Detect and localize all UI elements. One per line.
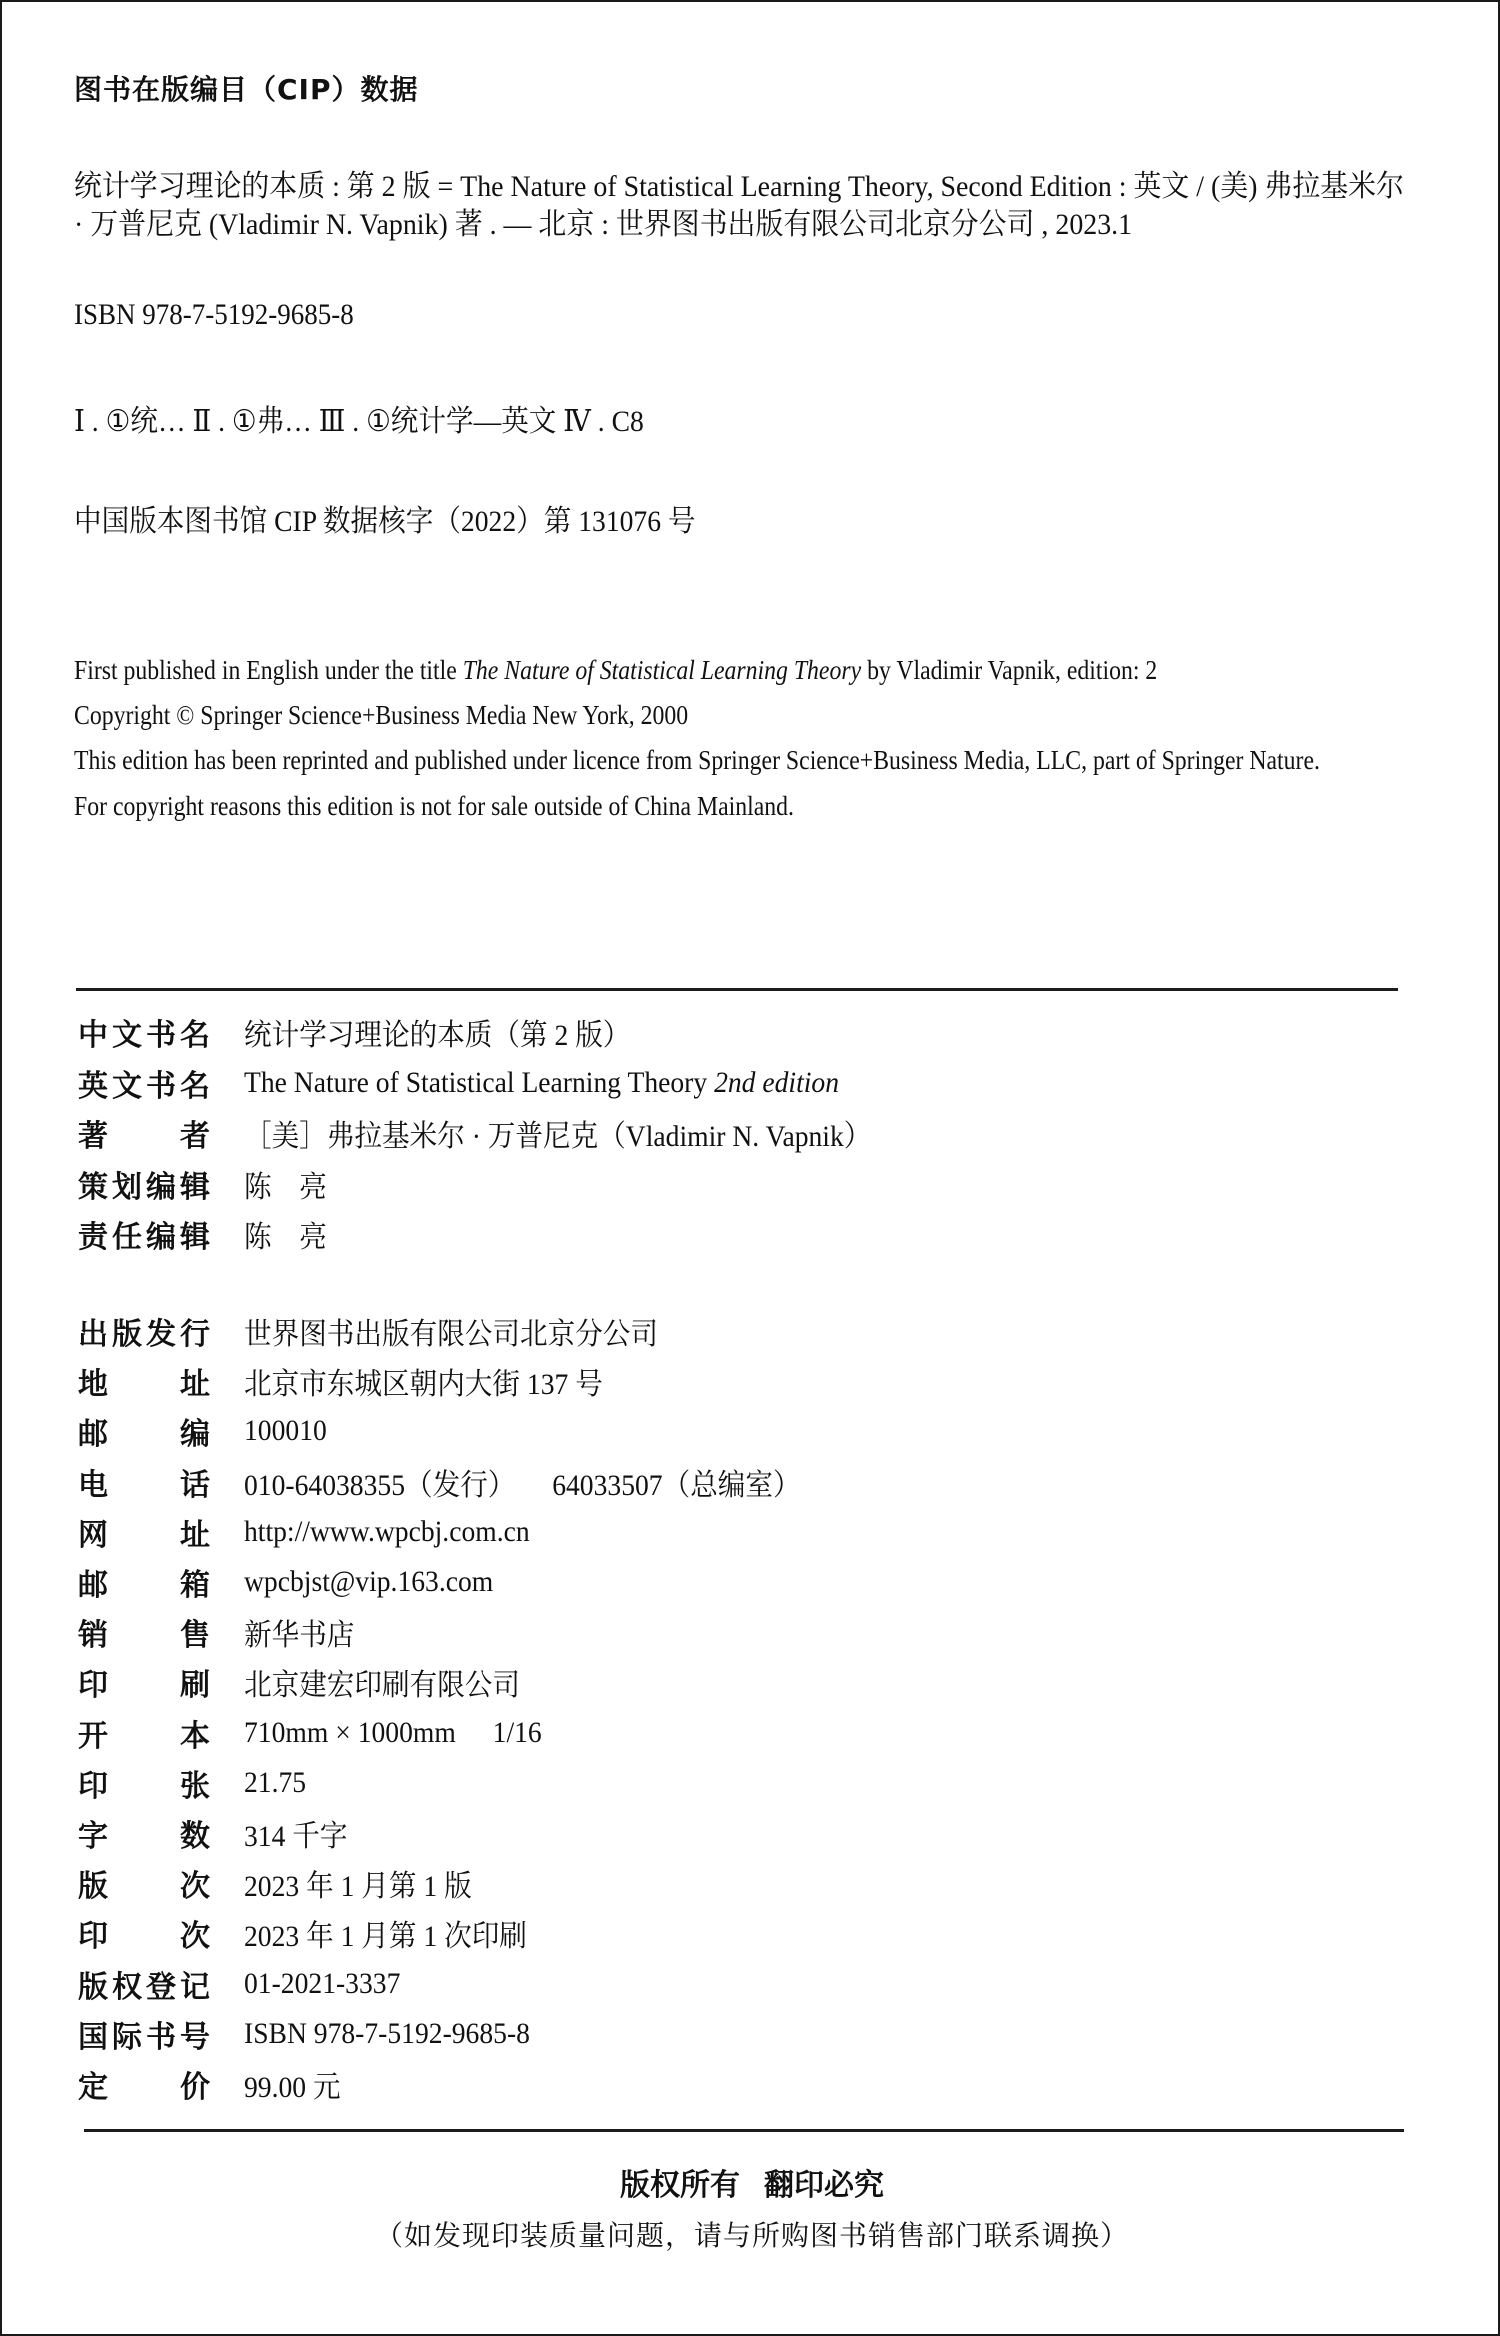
info-value-text: 710mm × 1000mm xyxy=(244,1715,456,1749)
info-label-char: 名 xyxy=(180,1068,210,1104)
info-label-char: 责 xyxy=(78,1220,108,1255)
info-value-text: 陈 亮 xyxy=(244,1170,327,1204)
info-label xyxy=(78,1111,210,1155)
cip-number: 中国版本图书馆 CIP 数据核字（2022）第 131076 号 xyxy=(74,505,696,538)
info-label-char: 印 xyxy=(78,1668,108,1704)
info-label-char: 印 xyxy=(78,1768,108,1804)
info-row xyxy=(78,1610,364,1654)
info-label-char: 字 xyxy=(78,1819,108,1854)
info-row xyxy=(78,2012,555,2056)
info-row xyxy=(78,1212,334,1256)
info-row xyxy=(78,1911,552,1955)
info-value xyxy=(244,1162,327,1206)
info-label-char: 次 xyxy=(180,1919,210,1955)
info-label xyxy=(78,1162,210,1206)
cip-classification: Ⅰ . ①统… Ⅱ . ①弗… Ⅲ . ①统计学—英文 Ⅳ . C8 xyxy=(74,405,644,438)
info-value xyxy=(244,2017,530,2051)
info-label xyxy=(78,1510,210,1554)
info-row xyxy=(78,1460,849,1504)
info-row xyxy=(78,1309,694,1353)
info-label-char: 张 xyxy=(180,1768,210,1804)
info-row xyxy=(78,1061,891,1105)
info-label xyxy=(78,1309,210,1353)
info-label-char: 者 xyxy=(180,1119,210,1154)
info-value-text: 314 千字 xyxy=(244,1820,348,1853)
rights-reserved-text: 版权所有 xyxy=(620,2168,740,2203)
info-value-secondary: 1/16 xyxy=(492,1715,542,1749)
info-label xyxy=(78,1212,210,1256)
info-label-char: 刷 xyxy=(180,1668,210,1704)
info-label-char: 邮 xyxy=(78,1417,108,1453)
info-value xyxy=(244,1911,527,1955)
english-copyright-notice xyxy=(74,648,1438,829)
info-label-char: 印 xyxy=(78,1919,108,1955)
info-label-char: 辑 xyxy=(180,1169,210,1205)
info-label-char: 发 xyxy=(146,1317,176,1352)
licence-line: This edition has been reprinted and published under licence from Springer Science+Business Media, LLC, part of Springer Nature. xyxy=(74,745,1320,775)
info-value-text: ISBN 978-7-5192-9685-8 xyxy=(244,2016,530,2050)
info-label-char: 文 xyxy=(112,1068,142,1104)
info-label-char: 价 xyxy=(180,2070,210,2105)
info-row xyxy=(78,1811,357,1855)
info-label-char: 书 xyxy=(146,1018,176,1053)
info-label xyxy=(78,1061,210,1105)
info-label-char: 数 xyxy=(180,1819,210,1854)
info-row xyxy=(78,1111,926,1155)
territory-line: For copyright reasons this edition is not for sale outside of China Mainland. xyxy=(74,791,794,821)
copyright-line: Copyright © Springer Science+Business Media New York, 2000 xyxy=(74,700,689,730)
info-label-char: 版 xyxy=(78,1869,108,1905)
info-label-char: 地 xyxy=(78,1367,108,1403)
info-value xyxy=(244,1861,472,1905)
info-value-text: 2023 年 1 月第 1 版 xyxy=(244,1870,472,1904)
info-label-char: 行 xyxy=(180,1317,210,1352)
info-row xyxy=(78,1711,568,1755)
info-label-char: 址 xyxy=(180,1367,210,1403)
info-label xyxy=(78,1811,210,1855)
info-label xyxy=(78,1010,210,1054)
info-label-char: 号 xyxy=(180,2019,210,2055)
info-value xyxy=(244,1460,801,1504)
original-title: The Nature of Statistical Learning Theory xyxy=(462,655,862,685)
info-value-text: The Nature of Statistical Learning Theory xyxy=(244,1065,708,1099)
info-label-char: 名 xyxy=(180,1018,210,1053)
info-value xyxy=(244,1111,871,1155)
info-label xyxy=(78,1911,210,1955)
info-value xyxy=(244,1660,520,1704)
info-label-char: 次 xyxy=(180,1869,210,1905)
info-label xyxy=(78,1560,210,1604)
info-label-char: 际 xyxy=(112,2019,142,2055)
info-label-char: 开 xyxy=(78,1718,108,1754)
info-label xyxy=(78,1711,210,1755)
info-row xyxy=(78,1962,414,2006)
info-label-char: 编 xyxy=(146,1220,176,1255)
info-label-char: 记 xyxy=(180,1969,210,2005)
info-value xyxy=(244,1515,530,1549)
info-label-char: 划 xyxy=(112,1169,142,1205)
info-label-char: 书 xyxy=(146,2019,176,2055)
info-row xyxy=(78,1409,334,1453)
first-published-line xyxy=(74,648,1438,693)
info-value-text: 2023 年 1 月第 1 次印刷 xyxy=(244,1920,527,1954)
piracy-prohibited-text: 翻印必究 xyxy=(764,2168,884,2203)
info-value xyxy=(244,1610,354,1654)
info-row xyxy=(78,1010,664,1054)
info-label xyxy=(78,1610,210,1654)
info-value-text: 陈 亮 xyxy=(244,1221,327,1254)
info-value xyxy=(244,1212,327,1256)
info-label-char: 址 xyxy=(180,1517,210,1553)
info-value xyxy=(244,2062,341,2106)
info-value-text: 21.75 xyxy=(244,1765,307,1799)
info-row xyxy=(78,2062,349,2106)
info-label-char: 电 xyxy=(78,1467,108,1503)
info-value-text: 世界图书出版有限公司北京分公司 xyxy=(244,1318,658,1351)
info-value xyxy=(244,1766,306,1800)
info-label-char: 国 xyxy=(78,2019,108,2055)
info-label-char: 箱 xyxy=(180,1568,210,1603)
info-value-text: 010-64038355（发行） xyxy=(244,1468,516,1502)
info-label xyxy=(78,1460,210,1504)
info-value-text: 北京建宏印刷有限公司 xyxy=(244,1669,520,1703)
info-label-char: 销 xyxy=(78,1618,108,1654)
info-value-text: 统计学习理论的本质（第 2 版） xyxy=(244,1019,631,1052)
info-label-char: 本 xyxy=(180,1718,210,1754)
info-value-text: http://www.wpcbj.com.cn xyxy=(244,1514,530,1548)
top-divider xyxy=(76,988,1398,991)
bottom-divider xyxy=(84,2129,1404,2132)
info-value xyxy=(244,1967,400,2001)
info-value-text: 99.00 元 xyxy=(244,2071,341,2104)
info-value-text: 北京市东城区朝内大街 137 号 xyxy=(244,1368,603,1402)
info-label-char: 编 xyxy=(180,1417,210,1453)
info-value-text: 100010 xyxy=(244,1414,327,1448)
info-row xyxy=(78,1560,515,1604)
info-label xyxy=(78,1962,210,2006)
info-label xyxy=(78,1761,210,1805)
info-value xyxy=(244,1565,493,1599)
info-label-char: 英 xyxy=(78,1068,108,1104)
info-label xyxy=(78,2062,210,2106)
all-rights-reserved xyxy=(2,2160,1500,2204)
cip-isbn: ISBN 978-7-5192-9685-8 xyxy=(74,298,354,331)
info-row xyxy=(78,1359,634,1403)
info-row xyxy=(78,1162,334,1206)
info-value-text: ［美］弗拉基米尔 · 万普尼克（Vladimir N. Vapnik） xyxy=(244,1120,872,1153)
info-label xyxy=(78,1861,210,1905)
info-label xyxy=(78,2012,210,2056)
info-value-text: 01-2021-3337 xyxy=(244,1966,401,2000)
info-label-char: 著 xyxy=(78,1119,108,1154)
info-value xyxy=(244,1359,603,1403)
info-row xyxy=(78,1761,312,1805)
info-value xyxy=(244,1716,542,1750)
first-published-prefix: First published in English under the title xyxy=(74,655,463,685)
info-label-char: 权 xyxy=(112,1969,142,2005)
info-label-char: 定 xyxy=(78,2070,108,2105)
info-value-italic: 2nd edition xyxy=(707,1065,840,1099)
info-value xyxy=(244,1811,348,1855)
info-row xyxy=(78,1861,492,1905)
info-label-char: 出 xyxy=(78,1317,108,1352)
info-label xyxy=(78,1660,210,1704)
info-label xyxy=(78,1359,210,1403)
info-row xyxy=(78,1510,555,1554)
info-label-char: 书 xyxy=(146,1068,176,1104)
info-label-char: 编 xyxy=(146,1169,176,1205)
info-value-secondary: 64033507（总编室） xyxy=(552,1468,801,1502)
info-label-char: 中 xyxy=(78,1018,108,1053)
info-label-char: 辑 xyxy=(180,1220,210,1255)
info-value-text: 新华书店 xyxy=(244,1619,355,1653)
first-published-suffix: by Vladimir Vapnik, edition: 2 xyxy=(861,655,1158,685)
info-label-char: 售 xyxy=(180,1618,210,1654)
info-label xyxy=(78,1409,210,1453)
info-label-char: 邮 xyxy=(78,1568,108,1603)
info-label-char: 文 xyxy=(112,1018,142,1053)
info-value xyxy=(244,1066,839,1100)
info-label-char: 任 xyxy=(112,1220,142,1255)
info-value-text: wpcbjst@vip.163.com xyxy=(244,1565,494,1598)
info-label-char: 登 xyxy=(146,1969,176,2005)
info-label-char: 策 xyxy=(78,1169,108,1205)
info-label-char: 版 xyxy=(112,1317,142,1352)
info-label-char: 网 xyxy=(78,1517,108,1553)
info-value xyxy=(244,1010,630,1054)
info-value xyxy=(244,1414,327,1448)
cip-heading: 图书在版编目（CIP）数据 xyxy=(74,73,419,106)
info-label-char: 版 xyxy=(78,1969,108,2005)
info-row xyxy=(78,1660,544,1704)
cip-record: 统计学习理论的本质 : 第 2 版 = The Nature of Statistical Learning Theory, Second Edition : 英文 / (美) 弗拉基米尔 · 万普尼克 (Vladimir N. Vapnik) 著 . — 北京 : 世界图书出版有限公司北京分公司 , 2023.1 xyxy=(74,170,1404,241)
info-value xyxy=(244,1309,658,1353)
exchange-notice: （如发现印装质量问题，请与所购图书销售部门联系调换） xyxy=(374,2219,1129,2252)
info-label-char: 话 xyxy=(180,1467,210,1503)
